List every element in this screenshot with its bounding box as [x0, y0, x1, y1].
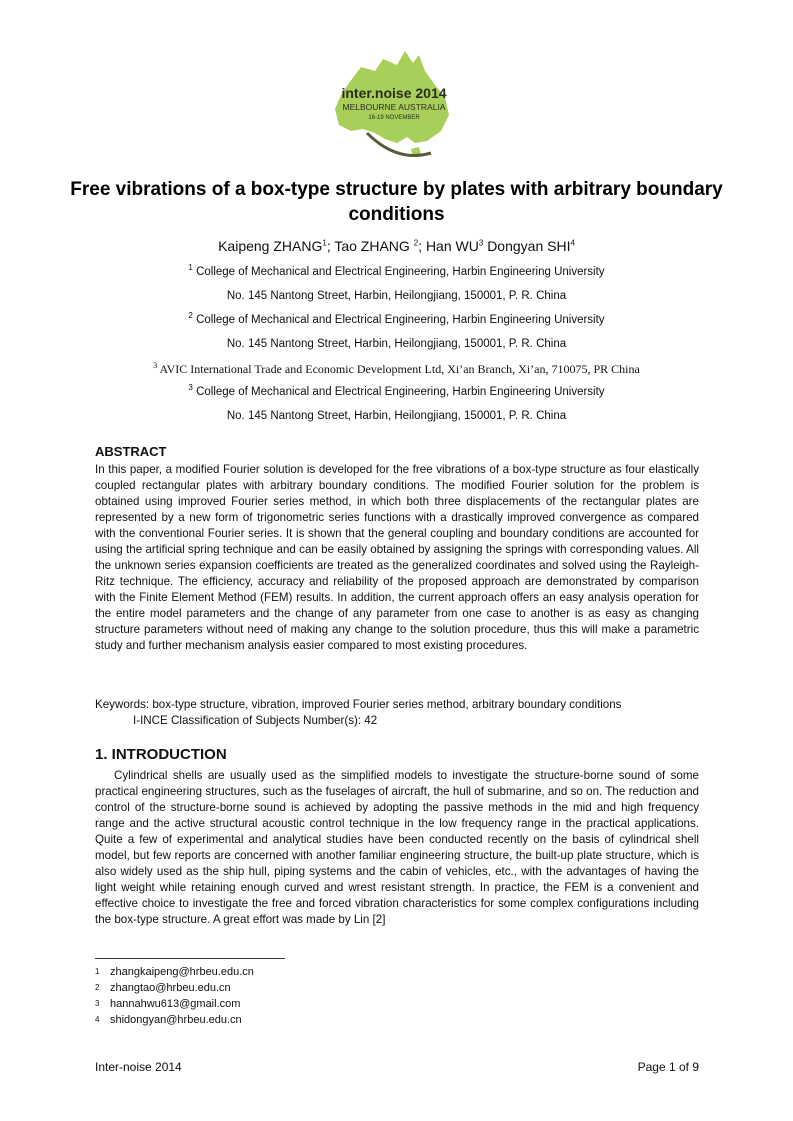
- affiliation-address: No. 145 Nantong Street, Harbin, Heilongjiang, 150001, P. R. China: [226, 290, 567, 302]
- keywords: [95, 697, 699, 729]
- footnote-divider: [95, 958, 285, 959]
- footnote: 4 shidongyan@hrbeu.edu.cn: [95, 1014, 242, 1026]
- section-heading: 1. INTRODUCTION: [95, 746, 227, 763]
- affiliation-address: No. 145 Nantong Street, Harbin, Heilongjiang, 150001, P. R. China: [226, 338, 567, 350]
- page-number: Page 1 of 9: [637, 1060, 699, 1074]
- author: Han WU: [425, 238, 479, 254]
- author: Dongyan SHI: [487, 238, 571, 254]
- affiliation: $^2$ College of Mechanical and Electrical Engineering, Harbin Engineering University: [188, 311, 605, 326]
- australia-map-icon: [327, 45, 462, 170]
- author: Tao ZHANG: [334, 238, 414, 254]
- footer-conference: Inter-noise 2014: [95, 1060, 182, 1074]
- classification-line: I-INCE Classification of Subjects Number(s): 42: [133, 714, 378, 727]
- affiliation: $^3$ AVIC International Trade and Economic Development Ltd, Xi’an Branch, Xi’an, 710075, PR China: [153, 361, 640, 376]
- footnote: 3 hannahwu613@gmail.com: [95, 998, 241, 1010]
- affiliation: $^1$ College of Mechanical and Electrical Engineering, Harbin Engineering University: [188, 263, 605, 278]
- author: Kaipeng ZHANG: [218, 238, 323, 254]
- affiliation-address: No. 145 Nantong Street, Harbin, Heilongjiang, 150001, P. R. China: [226, 410, 567, 422]
- svg-text:MELBOURNE AUSTRALIA: MELBOURNE AUSTRALIA: [342, 102, 446, 112]
- svg-text:16-19 NOVEMBER: 16-19 NOVEMBER: [368, 115, 420, 121]
- abstract-heading: ABSTRACT: [95, 444, 167, 459]
- footnote: 2 zhangtao@hrbeu.edu.cn: [95, 982, 231, 994]
- paper-title: Free vibrations of a box-type structure by plates with arbitrary boundary conditions: [70, 179, 723, 225]
- footnote: 1 zhangkaipeng@hrbeu.edu.cn: [95, 966, 254, 978]
- footnotes: [95, 964, 254, 1028]
- keywords-line: Keywords: box-type structure, vibration, improved Fourier series method, arbitrary boundary conditions: [95, 698, 622, 711]
- introduction-text: Cylindrical shells are usually used as the simplified models to investigate the structure-borne sound of some practical engineering structures, such as the fuselages of aircraft, the hull of submarine, and so on. The reduction and control of the structure-borne sound is achieved by adopting the passive methods in the mid and high frequency range and the active structural acoustic control technique in the low frequency range in the practical applications. Quite a few of experimental and analytical studies have been conducted recently on the basis of cylindrical shell model, but few reports are concerned with another familiar engineering structure, the built-up plate structure, which is also widely used as the ship hull, piping systems and the cabin of vehicles, etc., with the advantages of having the light weight while retaining enough curved and wrest resistant strength. In practice, the FEM is a convenient and effective choice to investigate the free and forced vibration characteristics for some complex configurations including the box-type structure. A great effort was made by Lin [2]: [95, 769, 699, 926]
- affiliation: $^3$ College of Mechanical and Electrical Engineering, Harbin Engineering University: [188, 383, 605, 398]
- abstract-text: In this paper, a modified Fourier solution is developed for the free vibrations of a box-type structure as four elastically coupled rectangular plates with arbitrary boundary conditions. The modified Fourier solution for the problem is obtained using improved Fourier series method, in which both three displacements of the rectangular plates are represented by a new form of trigonometric series functions with a drastically improved convergence as compared with the conventional Fourier series. It is shown that the general coupling and boundary conditions are accounted for using the artificial spring technique and can be easily obtained by assigning the springs with corresponding values. All the unknown series expansion coefficients are treated as the generalized coordinates and solved using the Rayleigh-Ritz technique. The efficiency, accuracy and reliability of the proposed approach are demonstrated by comparison with the Finite Element Method (FEM) results. In addition, the current approach offers an easy analysis operation for the entire model parameters and the change of any parameter from one case to another is as easy as changing structure parameters without need of making any change to the solution procedure, thus this will make a parametric study and further mechanism analysis easier compared to most existing procedures.: [95, 463, 699, 652]
- author-list: Kaipeng ZHANG$^1$; Tao ZHANG $^2$; Han $WU^3$ Dongyan SHI$^4$: [218, 238, 575, 254]
- svg-text:inter.noise 2014: inter.noise 2014: [341, 85, 447, 101]
- conference-logo: [327, 45, 462, 170]
